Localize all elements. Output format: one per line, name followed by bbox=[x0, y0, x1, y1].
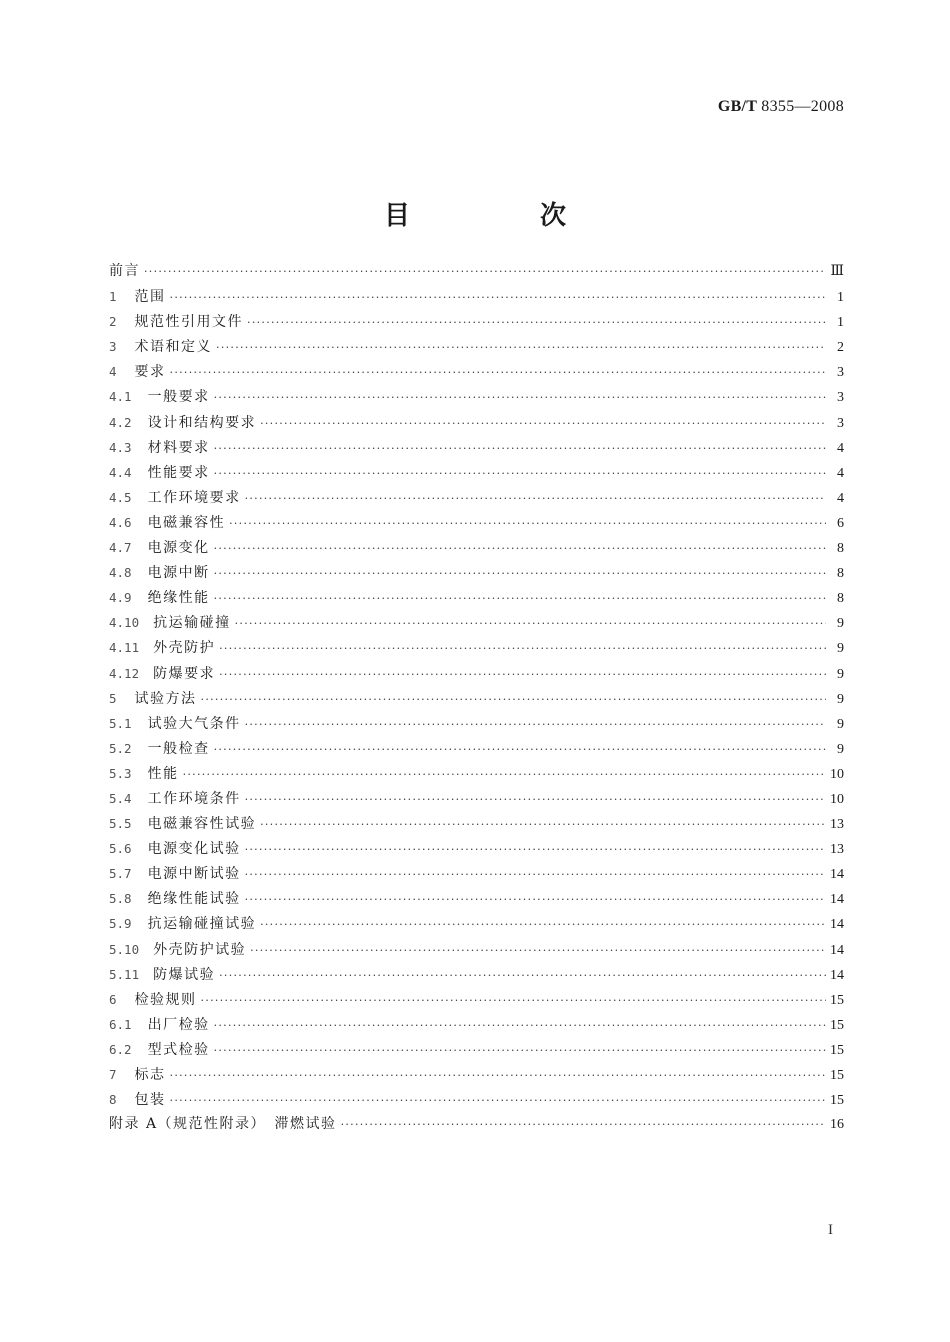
toc-entry[interactable] bbox=[109, 384, 844, 409]
toc-entry-page: 15 bbox=[830, 1093, 844, 1109]
toc-leader-dots bbox=[341, 1112, 826, 1137]
toc-entry-label: 抗运输碰撞 bbox=[153, 615, 231, 632]
toc-entry-label: 电磁兼容性 bbox=[147, 514, 226, 531]
toc-entry-page: 1 bbox=[837, 290, 844, 306]
toc-entry-number: 4.12 bbox=[109, 665, 140, 681]
toc-entry-label: 电源中断试验 bbox=[147, 866, 241, 883]
toc-entry-number: 5.11 bbox=[109, 966, 140, 982]
toc-entry[interactable] bbox=[109, 661, 844, 686]
standard-code-prefix: GB/T bbox=[717, 98, 757, 115]
toc-leader-dots bbox=[229, 511, 826, 536]
toc-entry-page: Ⅲ bbox=[830, 264, 844, 279]
toc-entry-label: 试验方法 bbox=[134, 690, 197, 707]
toc-entry[interactable] bbox=[109, 736, 844, 761]
toc-leader-dots bbox=[214, 561, 826, 586]
toc-leader-dots bbox=[245, 862, 826, 887]
toc-entry-label: 检验规则 bbox=[134, 991, 197, 1008]
toc-entry-page: 14 bbox=[830, 917, 844, 933]
toc-entry-number: 6 bbox=[109, 991, 117, 1007]
toc-entry[interactable] bbox=[109, 1112, 844, 1137]
toc-entry-page: 3 bbox=[837, 365, 844, 381]
toc-entry-number: 4.4 bbox=[109, 464, 132, 480]
table-of-contents bbox=[109, 259, 844, 1137]
toc-leader-dots bbox=[245, 712, 826, 737]
toc-entry-number: 1 bbox=[109, 289, 117, 305]
toc-entry-label: 规范性引用文件 bbox=[134, 314, 244, 331]
toc-entry-page: 15 bbox=[830, 1068, 844, 1083]
toc-entry[interactable] bbox=[109, 761, 844, 786]
toc-entry-number: 5.4 bbox=[109, 790, 132, 806]
toc-entry-page: 9 bbox=[837, 641, 844, 657]
toc-entry-number: 5.10 bbox=[109, 941, 140, 957]
toc-leader-dots bbox=[245, 787, 826, 812]
toc-leader-dots bbox=[214, 737, 826, 762]
toc-entry[interactable] bbox=[109, 911, 844, 936]
toc-entry-label: 一般检查 bbox=[147, 740, 210, 757]
toc-entry-page: 1 bbox=[837, 315, 844, 331]
toc-entry-number: 2 bbox=[109, 314, 117, 330]
toc-entry-page: 4 bbox=[837, 490, 844, 506]
toc-entry-label: 一般要求 bbox=[147, 389, 210, 406]
toc-entry-label: 工作环境条件 bbox=[147, 790, 241, 807]
toc-leader-dots bbox=[214, 436, 826, 461]
toc-leader-dots bbox=[260, 812, 826, 837]
toc-entry-page: 15 bbox=[830, 1017, 844, 1033]
toc-entry[interactable] bbox=[109, 836, 844, 861]
toc-entry-number: 5 bbox=[109, 690, 117, 706]
toc-entry-label: 包装 bbox=[134, 1092, 166, 1109]
toc-entry-number: 4.6 bbox=[109, 514, 132, 530]
toc-entry-number: 4.9 bbox=[109, 590, 132, 606]
toc-entry[interactable] bbox=[109, 635, 844, 660]
toc-entry-label: 绝缘性能 bbox=[147, 590, 210, 607]
toc-leader-dots bbox=[170, 285, 826, 310]
toc-entry-number: 5.8 bbox=[109, 891, 132, 907]
toc-leader-dots bbox=[170, 360, 826, 385]
toc-entry-label: 防爆要求 bbox=[153, 665, 216, 682]
toc-entry-number: 4 bbox=[109, 364, 117, 380]
toc-entry-label: 标志 bbox=[134, 1067, 166, 1083]
toc-leader-dots bbox=[201, 687, 826, 712]
toc-leader-dots bbox=[214, 385, 826, 410]
toc-entry-number: 6.1 bbox=[109, 1016, 132, 1032]
toc-entry[interactable] bbox=[109, 510, 844, 535]
toc-entry-number: 4.2 bbox=[109, 414, 132, 430]
standard-code-number: 8355—2008 bbox=[761, 98, 844, 115]
toc-entry[interactable] bbox=[109, 1087, 844, 1112]
toc-entry-label: 要求 bbox=[134, 364, 166, 381]
toc-entry-page: 6 bbox=[837, 515, 844, 531]
toc-entry-page: 3 bbox=[837, 390, 844, 406]
toc-entry-number: 7 bbox=[109, 1067, 117, 1082]
toc-entry[interactable] bbox=[109, 284, 844, 309]
toc-entry-page: 9 bbox=[837, 666, 844, 682]
toc-entry-page: 13 bbox=[830, 842, 844, 858]
toc-entry[interactable] bbox=[109, 309, 844, 334]
toc-entry[interactable] bbox=[109, 786, 844, 811]
toc-entry[interactable] bbox=[109, 861, 844, 886]
toc-entry-label: 电源变化试验 bbox=[147, 841, 241, 858]
toc-entry-label: 术语和定义 bbox=[134, 339, 213, 356]
toc-entry-label: 防爆试验 bbox=[153, 966, 216, 983]
toc-entry-number: 5.5 bbox=[109, 816, 132, 832]
toc-entry-label: 材料要求 bbox=[147, 439, 210, 456]
toc-leader-dots bbox=[260, 912, 826, 937]
toc-entry[interactable] bbox=[109, 686, 844, 711]
toc-entry-number: 4.11 bbox=[109, 640, 140, 656]
toc-entry-label: 工作环境要求 bbox=[147, 489, 241, 506]
toc-entry-page: 4 bbox=[837, 440, 844, 456]
toc-entry-number: 4.7 bbox=[109, 540, 132, 556]
toc-leader-dots bbox=[250, 938, 826, 963]
toc-entry-page: 8 bbox=[837, 541, 844, 557]
toc-entry[interactable] bbox=[109, 987, 844, 1012]
toc-entry-page: 14 bbox=[830, 867, 844, 883]
toc-entry-page: 9 bbox=[837, 616, 844, 632]
toc-entry[interactable] bbox=[109, 886, 844, 911]
toc-entry-number: 4.1 bbox=[109, 389, 132, 405]
toc-entry-page: 9 bbox=[837, 691, 844, 707]
toc-entry-number: 5.7 bbox=[109, 866, 132, 882]
toc-entry-number: 5.9 bbox=[109, 916, 132, 932]
toc-entry-number: 5.1 bbox=[109, 715, 132, 731]
toc-leader-dots bbox=[201, 988, 826, 1013]
toc-entry[interactable] bbox=[109, 334, 844, 359]
toc-entry-page: 9 bbox=[837, 741, 844, 757]
toc-entry-page: 14 bbox=[830, 892, 844, 908]
toc-entry[interactable] bbox=[109, 711, 844, 736]
toc-leader-dots bbox=[245, 486, 826, 511]
toc-leader-dots bbox=[245, 887, 826, 912]
toc-entry-number: 5.3 bbox=[109, 765, 132, 781]
toc-leader-dots bbox=[235, 611, 826, 636]
toc-entry[interactable] bbox=[109, 460, 844, 485]
toc-entry-label: 电源中断 bbox=[147, 565, 210, 582]
toc-entry-label: 电磁兼容性试验 bbox=[147, 816, 257, 833]
toc-entry[interactable] bbox=[109, 560, 844, 585]
toc-entry-number: 4.10 bbox=[109, 615, 140, 631]
toc-entry-page: 14 bbox=[830, 942, 844, 958]
toc-entry-label: 设计和结构要求 bbox=[147, 414, 257, 431]
toc-entry-page: 8 bbox=[837, 591, 844, 607]
toc-entry-label: 外壳防护 bbox=[153, 640, 216, 657]
toc-entry[interactable] bbox=[109, 937, 844, 962]
toc-entry[interactable] bbox=[109, 1012, 844, 1037]
toc-entry-label: 试验大气条件 bbox=[147, 715, 241, 732]
toc-leader-dots bbox=[170, 1063, 826, 1088]
toc-entry-label: 绝缘性能试验 bbox=[147, 891, 241, 908]
toc-entry-label: 出厂检验 bbox=[147, 1016, 210, 1033]
toc-entry-page: 14 bbox=[830, 967, 844, 983]
toc-leader-dots bbox=[214, 461, 826, 486]
toc-entry[interactable] bbox=[109, 359, 844, 384]
toc-leader-dots bbox=[170, 1088, 826, 1113]
toc-entry-number: 5.2 bbox=[109, 740, 132, 756]
standard-code bbox=[718, 98, 844, 116]
toc-entry-label: 附录 A（规范性附录） 滞燃试验 bbox=[109, 1116, 337, 1133]
toc-leader-dots bbox=[219, 662, 826, 687]
toc-leader-dots bbox=[245, 837, 826, 862]
toc-entry-page: 3 bbox=[837, 415, 844, 431]
toc-entry-number: 4.8 bbox=[109, 565, 132, 581]
toc-entry-number: 4.3 bbox=[109, 439, 132, 455]
toc-entry-number: 6.2 bbox=[109, 1041, 132, 1057]
toc-entry-page: 9 bbox=[837, 716, 844, 732]
toc-leader-dots bbox=[214, 586, 826, 611]
toc-entry-label: 外壳防护试验 bbox=[153, 941, 247, 958]
toc-entry[interactable] bbox=[109, 410, 844, 435]
toc-entry-page: 13 bbox=[830, 817, 844, 833]
toc-entry-number: 3 bbox=[109, 339, 117, 355]
toc-entry-label: 抗运输碰撞试验 bbox=[147, 916, 257, 933]
toc-leader-dots bbox=[219, 636, 826, 661]
toc-entry-page: 8 bbox=[837, 566, 844, 582]
toc-leader-dots bbox=[183, 762, 826, 787]
toc-leader-dots bbox=[216, 335, 826, 360]
toc-entry-page: 16 bbox=[830, 1117, 844, 1133]
toc-entry[interactable] bbox=[109, 435, 844, 460]
toc-entry[interactable] bbox=[109, 962, 844, 987]
toc-entry[interactable] bbox=[109, 1037, 844, 1062]
toc-entry-label: 性能 bbox=[147, 765, 179, 782]
toc-leader-dots bbox=[219, 963, 826, 988]
toc-leader-dots bbox=[214, 536, 826, 561]
toc-entry-label: 范围 bbox=[134, 289, 166, 306]
toc-leader-dots bbox=[247, 310, 826, 335]
toc-entry-page: 10 bbox=[830, 791, 844, 807]
toc-entry-number: 5.6 bbox=[109, 841, 132, 857]
page-number: I bbox=[828, 1222, 833, 1238]
toc-entry-page: 10 bbox=[830, 766, 844, 782]
toc-entry-page: 15 bbox=[830, 1042, 844, 1058]
toc-entry-number: 4.5 bbox=[109, 489, 132, 505]
toc-entry-number: 8 bbox=[109, 1092, 117, 1108]
toc-entry-label: 前言 bbox=[109, 263, 140, 279]
toc-entry[interactable] bbox=[109, 485, 844, 510]
toc-entry[interactable] bbox=[109, 811, 844, 836]
toc-leader-dots bbox=[260, 411, 826, 436]
toc-entry-label: 性能要求 bbox=[147, 464, 210, 481]
toc-entry[interactable] bbox=[109, 610, 844, 635]
toc-entry-label: 型式检验 bbox=[147, 1041, 210, 1058]
toc-leader-dots bbox=[144, 259, 826, 284]
toc-entry[interactable] bbox=[109, 585, 844, 610]
toc-entry-label: 电源变化 bbox=[147, 540, 210, 557]
toc-entry-page: 2 bbox=[837, 340, 844, 356]
toc-entry-page: 4 bbox=[837, 465, 844, 481]
toc-entry[interactable] bbox=[109, 535, 844, 560]
toc-entry-page: 15 bbox=[830, 992, 844, 1008]
toc-entry[interactable] bbox=[109, 1062, 844, 1087]
toc-entry[interactable] bbox=[109, 259, 844, 284]
toc-leader-dots bbox=[214, 1038, 826, 1063]
toc-leader-dots bbox=[214, 1013, 826, 1038]
page-title: 目 次 bbox=[383, 201, 618, 232]
